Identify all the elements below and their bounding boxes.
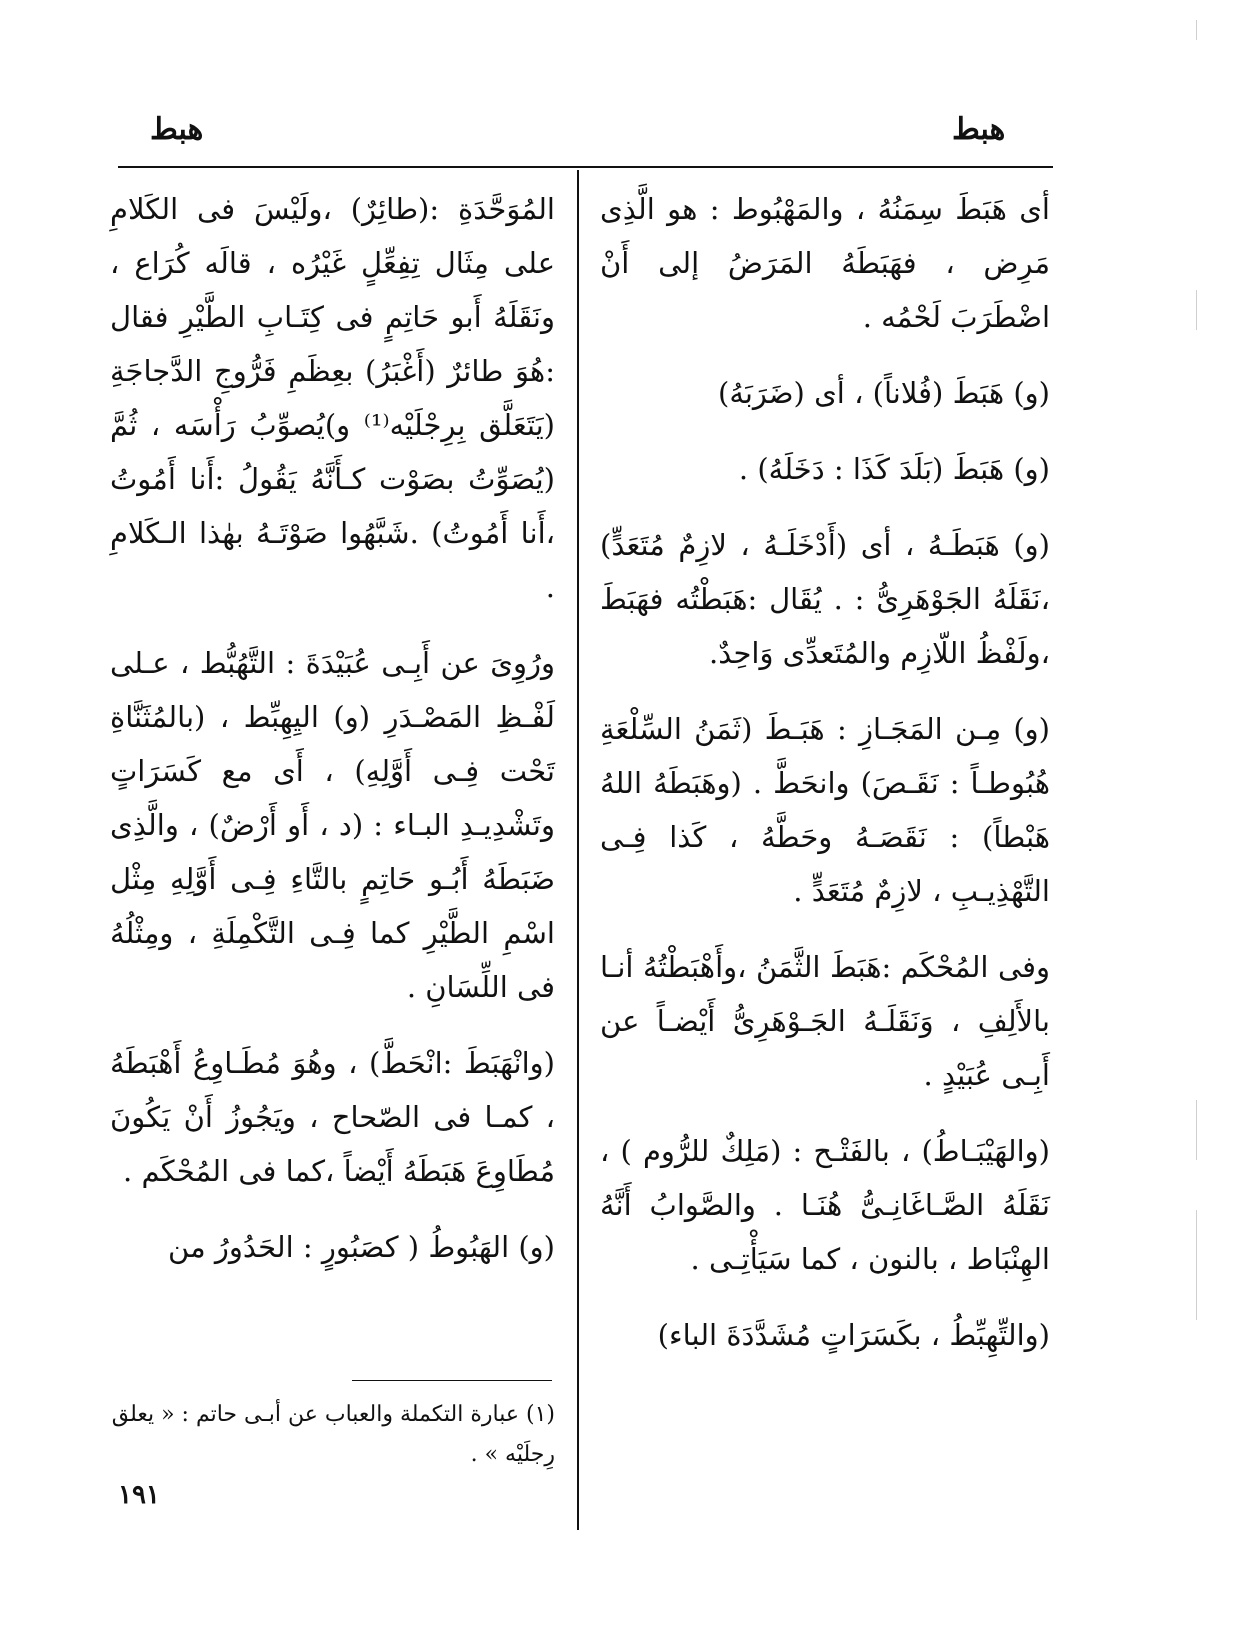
header-rule [118,166,1053,168]
scan-edge-mark [1196,290,1197,330]
paragraph: (والتِّهِبِّطُ ، بكَسَرَاتٍ مُشَدَّدَةَ الباء) [657,1318,1050,1352]
paragraph: وفى المُحْكَم :هَبَطَ الثَّمَنُ ،وأَهْبَطْتُهُ أنـا بالأَلِفِ ، وَنَقَلَـهُ الجَـوْهَرِىُّ أَيْضـاً عن أَبِـى عُبَيْدٍ . [600,950,1050,1092]
paragraph: (و) هَبَطَـهُ ، أى (أَدْخَلَـهُ ، لازِمٌ مُتَعَدٍّ) ،نَقَلَهُ الجَوْهَرِىُّ : . يُقَال :هَبَطْتُه فهَبَطَ ،ولَفْظُ اللّازِم والمُتَعدِّى وَاحِدٌ. [600,528,1050,670]
right-column [600,182,1050,1384]
left-column [110,182,555,1296]
page-number: ١٩١ [118,1480,160,1510]
scan-edge-mark [1196,1100,1197,1160]
paragraph: (و) هَبَطَ (فُلاناً) ، أى (ضَرَبَهُ) [718,376,1050,410]
paragraph: (والهَيْبَـاطُ) ، بالفَتْـح : (مَلِكٌ للرُّوم ) ، نَقَلَهُ الصَّـاغَانِـىُّ هُنَـا . والصَّوابُ أَنَّهُ الهِنْبَاط ، بالنون ، كما سَيَأْتِـى . [600,1134,1050,1276]
scan-edge-mark [1196,1210,1197,1320]
paragraph: (وانْهَبَطَ :انْحَطَّ) ، وهُوَ مُطَـاوِعُ أَهْبَطَهُ ، كمـا فى الصّحاح ، ويَجُوزُ أَنْ يَكُونَ مُطَاوِعَ هَبَطَهُ أَيْضاً ،كما فى المُحْكَم . [110,1046,555,1188]
footnote: (١) عبارة التكملة والعباب عن أبـى حاتم : « يعلق رِجلَيْه » . [111,1402,555,1467]
column-divider [577,170,579,1530]
footnote-rule [352,1380,552,1381]
header-root-word-left: هبط [150,112,204,147]
paragraph: المُوَحَّدَةِ :(طائِرٌ) ،ولَيْسَ فى الكَلامِ على مِثَال تِفِعِّلٍ غَيْرُه ، قالَه كُرَاع ، ونَقَلَهُ أَبو حَاتِمٍ فى كِتَـابِ الطَّيْرِ فقال :هُوَ طائرٌ (أَغْبَرُ) بعِظَمِ فَرُّوجِ الدَّجاجَةِ (يَتَعَلَّق بِرِجْلَيْه⁽¹⁾ و)يُصوِّبُ رَأْسَه ، ثُمَّ (يُصَوِّتُ بصَوْت كـأَنَّهُ يَقُولُ :أَنا أَمُوتُ ،أَنا أَمُوتُ) .شَبَّهُوا صَوْتَـهُ بهٰذا الـكَلامِ . [110,192,555,604]
header-root-word-right: هبط [952,112,1006,147]
paragraph: (و) الهَبُوطُ ( كصَبُورٍ : الحَدُورُ من [168,1230,555,1264]
scan-edge-mark [1196,20,1197,40]
paragraph: ورُوِىَ عن أَبِـى عُبَيْدَةَ : التَّهُبُّط ، عـلى لَفْـظِ المَصْـدَرِ (و) اليِهِبِّط ، (بالمُثَنَّاةِ تَحْت فِـى أَوَّلِهِ) ، أَى مع كَسَرَاتٍ وتَشْدِيـدِ البـاء : (د ، أَو أَرْضٌ) ، والَّذِى ضَبَطَهُ أَبُـو حَاتِمٍ بالتَّاءِ فِـى أَوَّلِهِ مِثْل اسْمِ الطَّيْرِ كما فِـى التَّكْمِلَةِ ، ومِثْلُهُ فى اللِّسَانِ . [110,646,555,1004]
paragraph: أى هَبَطَ سِمَنُهُ ، والمَهْبُوط : هو الَّذِى مَرِض ، فهَبَطَهُ المَرَضُ إلى أَنْ اضْطَرَبَ لَحْمُه . [600,192,1050,334]
paragraph: (و) هَبَطَ (بَلَدَ كَذَا : دَخَلَهُ) . [738,452,1050,486]
paragraph: (و) مِـن المَجَـازِ : هَبَـطَ (ثَمَنُ السِّلْعَةِ هُبُوطـاً : نَقَـصَ) وانحَطَّ . (وهَبَطَهُ اللهُ هَبْطاً) : نَقَصَـهُ وحَطَّهُ ، كَذا فِـى التَّهْذِيـبِ ، لازِمٌ مُتَعَدٍّ . [600,712,1050,908]
